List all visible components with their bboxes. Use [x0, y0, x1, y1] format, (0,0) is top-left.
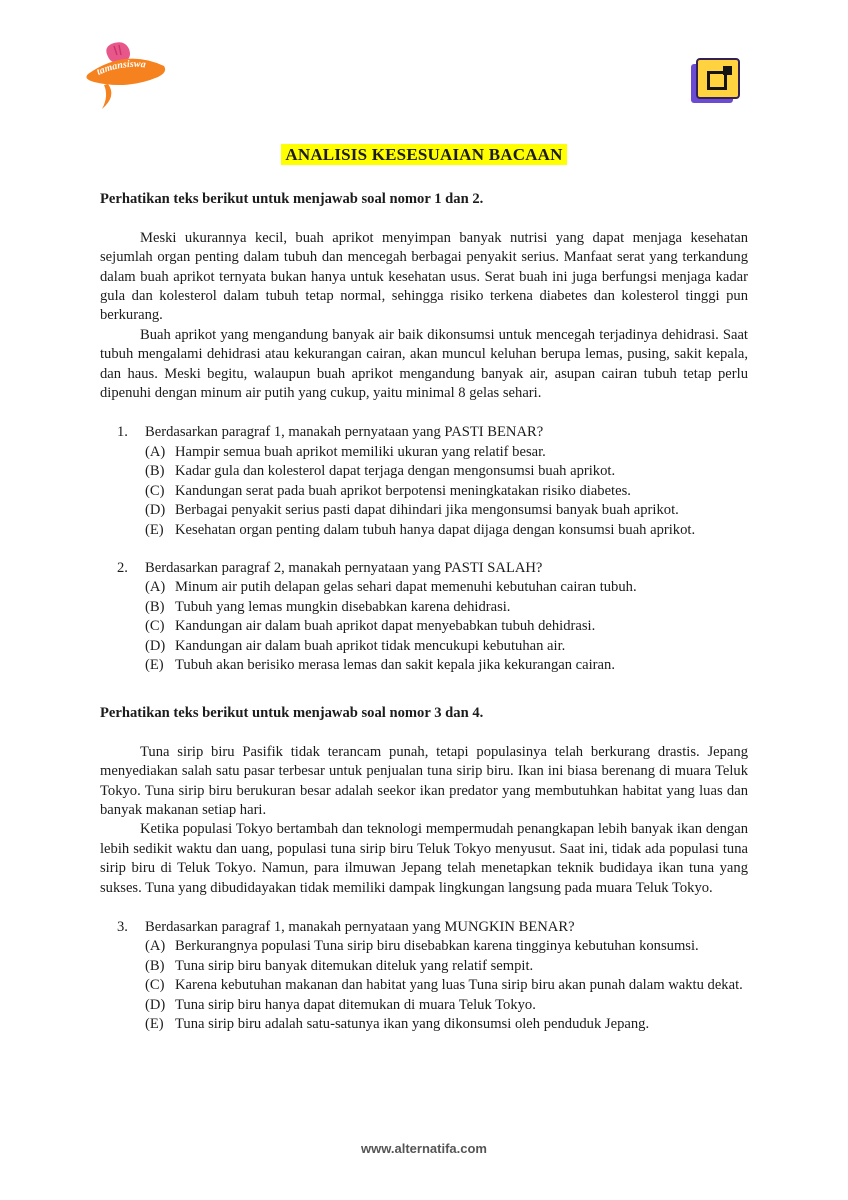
answer-option: [145, 501, 748, 520]
option-label: (C): [145, 977, 165, 994]
option-text: Tuna sirip biru adalah satu-satunya ikan yang dikonsumsi oleh penduduk Jepang.: [175, 1016, 650, 1033]
option-label: (D): [145, 996, 166, 1013]
option-text: Tubuh yang lemas mungkin disebabkan karena dehidrasi.: [175, 598, 511, 615]
option-text: Kesehatan organ penting dalam tubuh hanya dapat dijaga dengan konsumsi buah aprikot.: [175, 521, 696, 538]
option-label: (C): [145, 618, 165, 635]
tamansiswa-logo: [78, 36, 172, 116]
question-number: 2.: [117, 559, 128, 576]
option-label: (D): [145, 502, 166, 519]
option-text: Tuna sirip biru banyak ditemukan diteluk yang relatif sempit.: [175, 957, 534, 974]
option-label: (C): [145, 482, 165, 499]
option-label: (A): [145, 579, 166, 596]
answer-option: [145, 462, 748, 481]
section-instruction: Perhatikan teks berikut untuk menjawab soal nomor 1 dan 2.: [100, 191, 484, 208]
option-label: (E): [145, 656, 164, 673]
passage-paragraph: Buah aprikot yang mengandung banyak air baik dikonsumsi untuk mencegah terjadinya dehidrasi. Saat tubuh mengalami dehidrasi atau kekurangan cairan, akan muncul keluhan berupa lemas, pusing, sakit kepala, dan haus. Meski begitu, walaupun buah aprikot mengandung banyak air, asupan cairan tubuh tetap perlu dipenuhi dengan minum air putih yang cukup, yaitu minimal 8 gelas sehari.: [100, 326, 748, 402]
answer-option: [145, 521, 748, 540]
option-text: Karena kebutuhan makanan dan habitat yang luas Tuna sirip biru akan punah dalam waktu dekat.: [175, 977, 743, 994]
section-apricot: [100, 190, 748, 675]
question-2: [117, 559, 748, 675]
option-label: (D): [145, 637, 166, 654]
logo-filled-square-icon: [723, 66, 732, 75]
option-label: (E): [145, 521, 164, 538]
question-prompt: Berdasarkan paragraf 1, manakah pernyataan yang MUNGKIN BENAR?: [145, 919, 575, 935]
answer-option: [145, 598, 748, 617]
answer-option: [145, 482, 748, 501]
question-body: [145, 559, 748, 675]
question-block-1: [117, 423, 748, 675]
option-text: Tuna sirip biru hanya dapat ditemukan di muara Teluk Tokyo.: [175, 996, 536, 1013]
option-label: (A): [145, 938, 166, 955]
answer-option: [145, 937, 748, 956]
option-text: Tubuh akan berisiko merasa lemas dan sakit kepala jika kekurangan cairan.: [175, 656, 615, 673]
question-block-2: [117, 918, 748, 1034]
tamansiswa-logo-graphic: [78, 36, 172, 116]
passage-paragraph: Meski ukurannya kecil, buah aprikot menyimpan banyak nutrisi yang dapat menjaga kesehatan sejumlah organ penting dalam tubuh dan mencegah berbagai penyakit serius. Manfaat serat yang terkandung dalam buah aprikot ternyata bukan hanya untuk kesehatan usus. Serat buah ini juga berfungsi menjaga kadar gula dan kolesterol dalam tubuh tetap normal, sehingga risiko terkena diabetes dan kolesterol tinggi pun berkurang.: [100, 229, 748, 324]
question-prompt: Berdasarkan paragraf 2, manakah pernyataan yang PASTI SALAH?: [145, 559, 543, 576]
option-text: Kadar gula dan kolesterol dapat terjaga dengan mengonsumsi buah aprikot.: [175, 463, 616, 480]
page-title: ANALISIS KESESUAIAN BACAAN: [281, 144, 566, 165]
logo-text-path: tamansiswa: [95, 58, 147, 78]
question-3: [117, 918, 748, 1034]
option-label: (A): [145, 443, 166, 460]
section-tuna: [100, 704, 748, 1034]
option-label: (B): [145, 463, 165, 480]
passage-paragraph: Ketika populasi Tokyo bertambah dan teknologi mempermudah penangkapan lebih banyak ikan dengan lebih sedikit waktu dan uang, populasi tuna sirip biru Teluk Tokyo menyusut. Saat ini, tidak ada populasi tuna sirip biru di Teluk Tokyo. Namun, para ilmuwan Jepang telah menetapkan teknik budidaya ikan tuna yang sukses. Tuna yang dibudidayakan tidak memiliki dampak lingkungan langsung pada muara Teluk Tokyo.: [100, 821, 748, 896]
answer-option: [145, 443, 748, 462]
passage-paragraph: Tuna sirip biru Pasifik tidak terancam punah, tetapi populasinya telah berkurang drastis. Jepang menyediakan salah satu pasar terbesar untuk penjualan tuna sirip biru. Ikan ini biasa berenang di muara Teluk Tokyo. Tuna sirip biru berukuran besar adalah seekor ikan predator yang membutuhkan habitat yang luas dan banyak makanan setiap hari.: [100, 743, 748, 818]
option-label: (E): [145, 1016, 164, 1033]
question-1: [117, 423, 748, 539]
answer-option: [145, 976, 748, 995]
answer-option: [145, 1015, 748, 1034]
section-instruction: Perhatikan teks berikut untuk menjawab soal nomor 3 dan 4.: [100, 705, 484, 722]
option-text: Berkurangnya populasi Tuna sirip biru disebabkan karena tingginya kebutuhan konsumsi.: [175, 938, 699, 955]
answer-option: [145, 637, 748, 656]
answer-option: [145, 656, 748, 675]
answer-option: [145, 578, 748, 597]
document-content: [100, 144, 748, 1034]
question-body: [145, 918, 748, 1034]
question-prompt: Berdasarkan paragraf 1, manakah pernyataan yang PASTI BENAR?: [145, 424, 544, 441]
option-text: Minum air putih delapan gelas sehari dapat memenuhi kebutuhan cairan tubuh.: [175, 579, 637, 596]
option-label: (B): [145, 957, 165, 974]
answer-option: [145, 617, 748, 636]
answer-option: [145, 996, 748, 1015]
banner-tail: [102, 84, 111, 109]
answer-option: [145, 957, 748, 976]
question-number: 1.: [117, 424, 128, 441]
title-row: [100, 144, 748, 166]
option-text: Hampir semua buah aprikot memiliki ukuran yang relatif besar.: [175, 443, 546, 460]
option-text: Kandungan air dalam buah aprikot dapat menyebabkan tubuh dehidrasi.: [175, 618, 596, 635]
option-text: Kandungan air dalam buah aprikot tidak mencukupi kebutuhan air.: [175, 637, 566, 654]
alternatifa-logo: [696, 58, 740, 99]
option-label: (B): [145, 598, 165, 615]
question-body: [145, 423, 748, 539]
option-text: Berbagai penyakit serius pasti dapat dihindari jika mengonsumsi banyak buah aprikot.: [175, 502, 679, 519]
footer-website: www.alternatifa.com: [361, 1141, 487, 1156]
option-text: Kandungan serat pada buah aprikot berpotensi meningkatakan risiko diabetes.: [175, 482, 631, 499]
question-number: 3.: [117, 919, 128, 935]
